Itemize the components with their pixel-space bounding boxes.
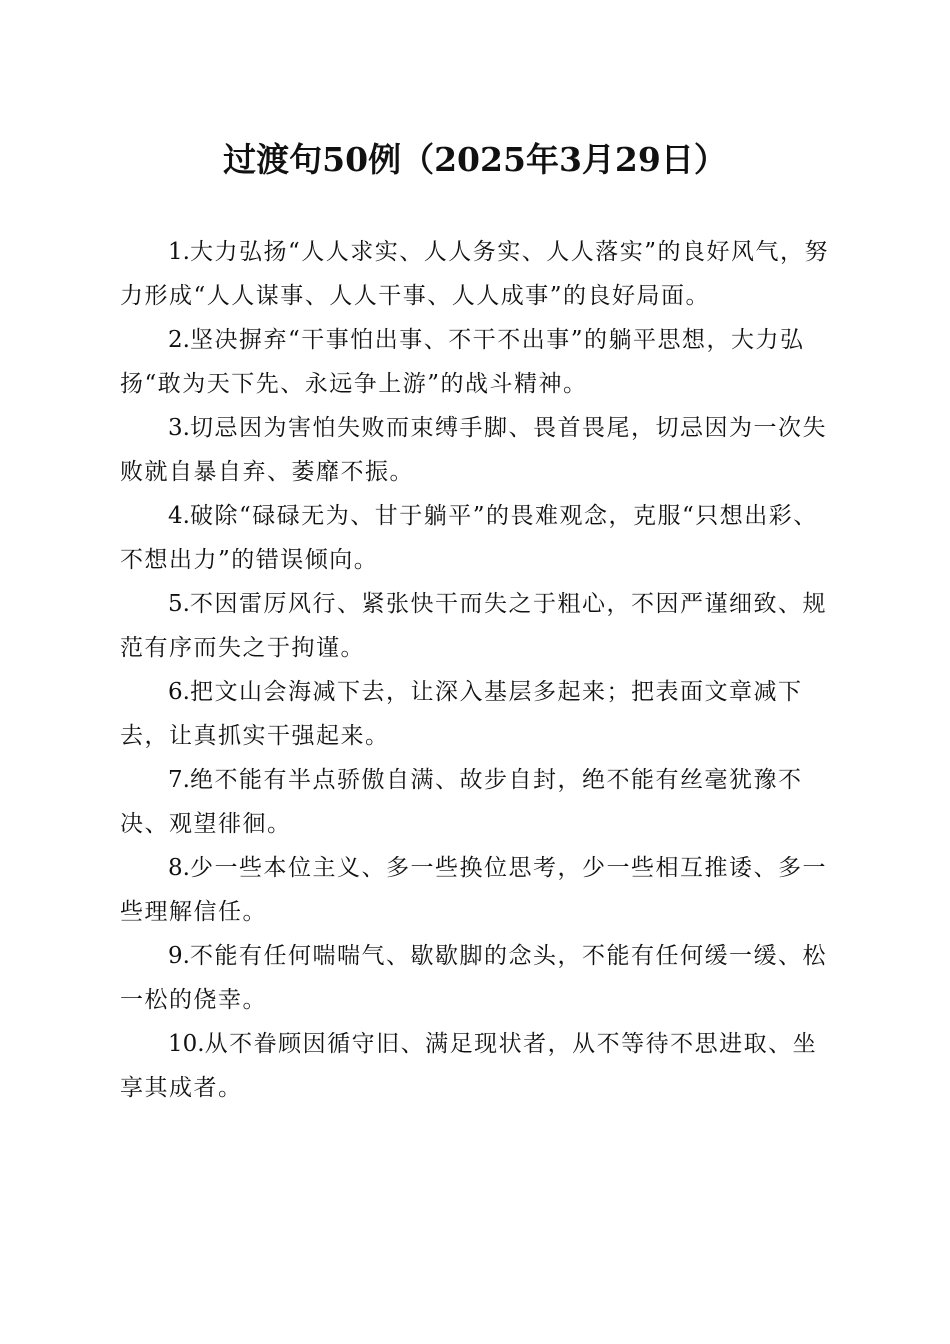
list-item [120, 230, 834, 318]
item-number: 8. [168, 855, 190, 881]
item-text: 少一些本位主义、多一些换位思考，少一些相互推诿、多一些理解信任。 [120, 855, 827, 925]
item-text: 坚决摒弃“干事怕出事、不干不出事”的躺平思想，大力弘扬“敢为天下先、永远争上游”的战斗精神。 [120, 327, 805, 397]
list-item [120, 494, 834, 582]
item-number: 5. [168, 591, 190, 617]
list-item [120, 318, 834, 406]
item-number: 3. [168, 415, 190, 441]
list-item [120, 758, 834, 846]
list-item [120, 406, 834, 494]
list-item [120, 582, 834, 670]
item-text: 大力弘扬“人人求实、人人务实、人人落实”的良好风气，努力形成“人人谋事、人人干事、人人成事”的良好局面。 [120, 239, 829, 309]
item-text: 把文山会海减下去，让深入基层多起来；把表面文章减下去，让真抓实干强起来。 [120, 679, 803, 749]
item-text: 破除“碌碌无为、甘于躺平”的畏难观念，克服“只想出彩、不想出力”的错误倾向。 [120, 503, 818, 573]
list-item [120, 934, 834, 1022]
item-number: 7. [168, 767, 190, 793]
document-title: 过渡句50例（2025年3月29日） [223, 140, 727, 179]
item-number: 2. [168, 327, 190, 353]
item-text: 切忌因为害怕失败而束缚手脚、畏首畏尾，切忌因为一次失败就自暴自弃、萎靡不振。 [120, 415, 827, 485]
item-number: 10. [168, 1031, 205, 1057]
item-text: 不因雷厉风行、紧张快干而失之于粗心，不因严谨细致、规范有序而失之于拘谨。 [120, 591, 827, 661]
item-text: 从不眷顾因循守旧、满足现状者，从不等待不思进取、坐享其成者。 [120, 1031, 818, 1101]
item-number: 6. [168, 679, 190, 705]
item-text: 绝不能有半点骄傲自满、故步自封，绝不能有丝毫犹豫不决、观望徘徊。 [120, 767, 803, 837]
list-item [120, 1022, 834, 1110]
item-text: 不能有任何喘喘气、歇歇脚的念头，不能有任何缓一缓、松一松的侥幸。 [120, 943, 827, 1013]
document-body [120, 230, 834, 1110]
list-item [120, 670, 834, 758]
item-number: 4. [168, 503, 190, 529]
item-number: 9. [168, 943, 190, 969]
list-item [120, 846, 834, 934]
item-number: 1. [168, 239, 190, 265]
